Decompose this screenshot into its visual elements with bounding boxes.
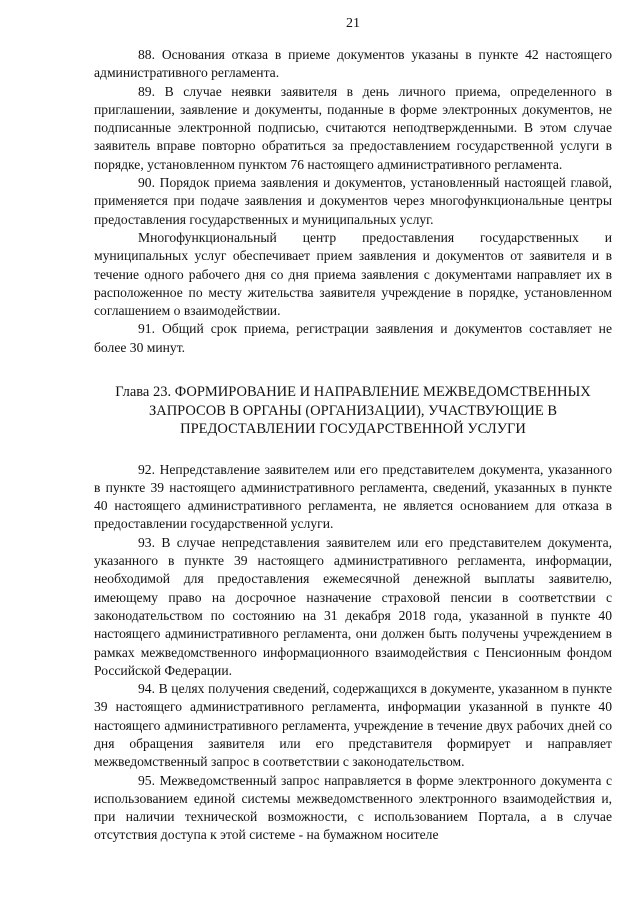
paragraph-90: 90. Порядок приема заявления и документов, установленный настоящей главой, применяется при подаче заявления и документов через многофункциональные центры предоставления государственных и муниципальных услуг. [94,175,612,227]
paragraph-95: 95. Межведомственный запрос направляется в форме электронного документа с использованием единой системы межведомственного электронного взаимодействия и, при наличии технической возможности, с использованием Портала, а в случае отсутствия доступа к этой системе - на бумажном носителе [94,772,612,843]
paragraph-92: 92. Непредставление заявителем или его представителем документа, указанного в пункте 39 настоящего административного регламента, сведений, указанных в пункте 40 настоящего административного регламента, не является основанием для отказа в предоставлении государственной услуги. [94,461,612,532]
paragraph-93: 93. В случае непредставления заявителем или его представителем документа, указанного в пункте 39 настоящего административного регламента, информации, необходимой для предоставления ежемесячной денежной выплаты заявителю, имеющему право на досрочное назначение страховой пенсии в соответствии с законодательством по состоянию на 31 декабря 2018 года, указанной в пункте 40 настоящего административного регламента, они должен быть получены учреждением в рамках межведомственного информационного взаимодействия с Пенсионным фондом Российской Федерации. [94,534,612,678]
document-body [94,46,612,845]
paragraph-91: 91. Общий срок приема, регистрации заявления и документов составляет не более 30 минут. [94,321,612,355]
paragraph-88: 88. Основания отказа в приеме документов указаны в пункте 42 настоящего административного регламента. [94,47,612,81]
paragraph-94: 94. В целях получения сведений, содержащихся в документе, указанном в пункте 39 настоящего административного регламента, информации указанной в пункте 40 настоящего административного регламента, учреждение в течение двух рабочих дней со дня обращения заявителя или его представителя формирует и направляет межведомственный запрос в соответствии с законодательством. [94,681,612,770]
page-number: 21 [346,16,360,31]
paragraph-89: 89. В случае неявки заявителя в день личного приема, определенного в приглашении, заявление и документы, поданные в форме электронных документов, не подписанные электронной подписью, считаются неподтвержденными. В этом случае заявитель вправе повторно обратиться за предоставлением государственной услуги в порядке, установленном пунктом 76 настоящего административного регламента. [94,83,612,172]
paragraph-90-continued: Многофункциональный центр предоставления государственных и муниципальных услуг обеспечивает прием заявления и документов от заявителя и в течение одного рабочего дня со дня приема заявления с документами направляет их в расположенное по месту жительства заявителя учреждение в порядке, установленном соглашением о взаимодействии. [94,229,612,319]
chapter-heading: Глава 23. ФОРМИРОВАНИЕ И НАПРАВЛЕНИЕ МЕЖВЕДОМСТВЕННЫХ ЗАПРОСОВ В ОРГАНЫ (ОРГАНИЗАЦИИ), УЧАСТВУЮЩИЕ В ПРЕДОСТАВЛЕНИИ ГОСУДАРСТВЕННОЙ УСЛУГИ [115,384,591,438]
